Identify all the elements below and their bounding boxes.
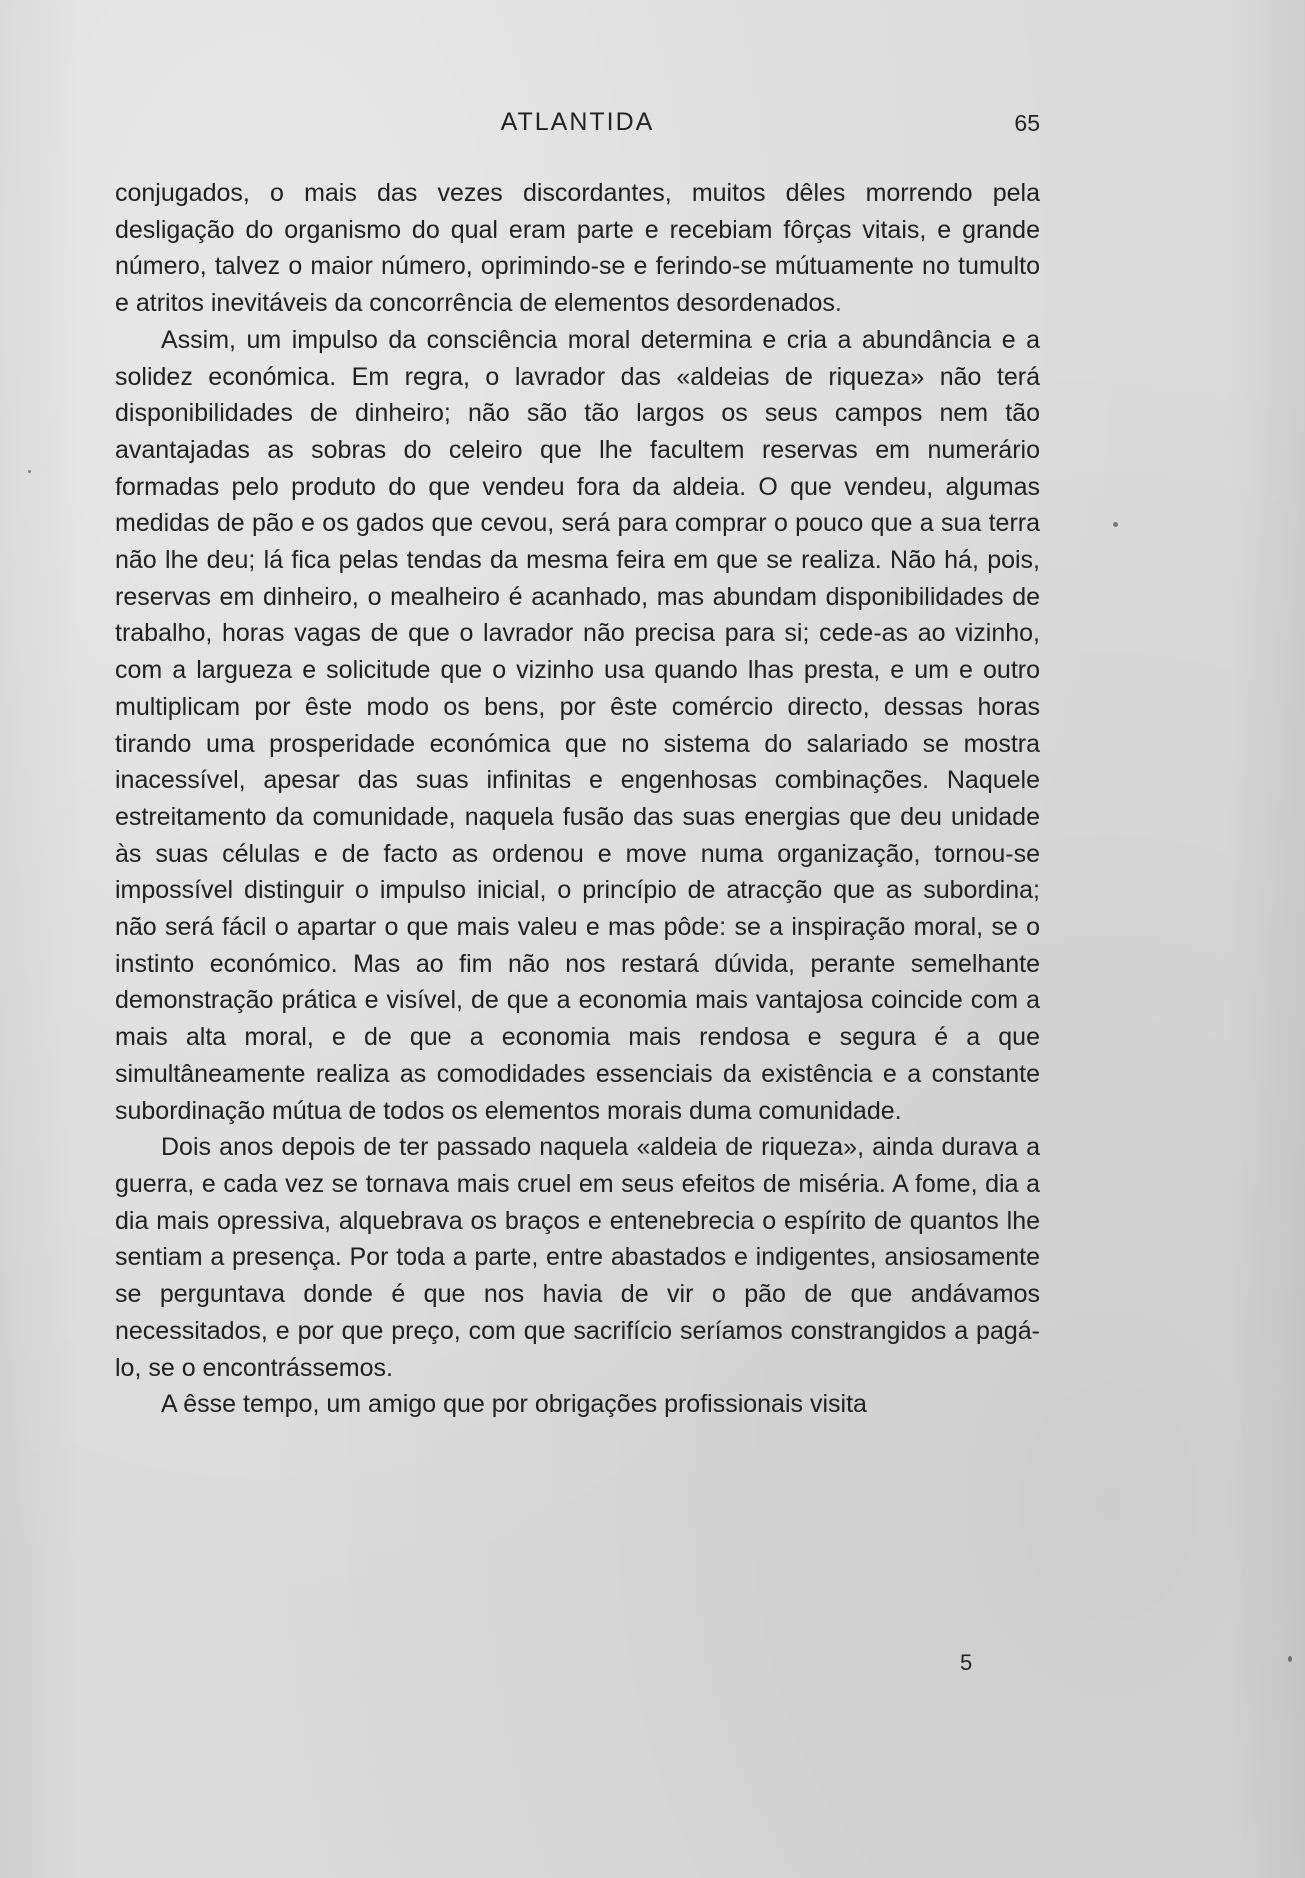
paragraph-friend-visit: A êsse tempo, um amigo que por obrigações profissionais visita [161, 1390, 867, 1419]
paper-speck [1113, 522, 1118, 527]
paragraph-continuation: conjugados, o mais das vezes discordantes, muitos dêles morrendo pela desligação do organismo do qual eram parte e recebiam fôrças vitais, e grande número, talvez o maior número, oprimindo-se e ferindo-se mútuamente no tumulto e atritos inevitáveis da concorrência de elementos desordenados. [115, 179, 1040, 318]
running-title: ATLANTIDA [500, 108, 655, 136]
paragraph-war-famine: Dois anos depois de ter passado naquela «aldeia de riqueza», ainda durava a guerra, e cada vez se tornava mais cruel em seus efeitos de miséria. A fome, dia a dia mais opressiva, alquebrava os braços e entenebrecia o espírito de quantos lhe sentiam a presença. Por toda a parte, entre abastados e indigentes, ansiosamente se perguntava donde é que nos havia de vir o pão de que andávamos necessitados, e por que preço, com que sacrifício seríamos constrangidos a pagá-lo, se o encontrássemos. [115, 1133, 1040, 1382]
running-head [115, 108, 1040, 148]
paragraph-moral-impulse: Assim, um impulso da consciência moral determina e cria a abundância e a solidez económica. Em regra, o lavrador das «aldeias de riqueza» não terá disponibilidades de dinheiro; não são tão largos os seus campos nem tão avantajadas as sobras do celeiro que lhe facultem reservas em numerário formadas pelo produto do que vendeu fora da aldeia. O que vendeu, algumas medidas de pão e os gados que cevou, será para comprar o pouco que a sua terra não lhe deu; lá fica pelas tendas da mesma feira em que se realiza. Não há, pois, reservas em dinheiro, o mealheiro é acanhado, mas abundam disponibilidades de trabalho, horas vagas de que o lavrador não precisa para si; cede-as ao vizinho, com a largueza e solicitude que o vizinho usa quando lhas presta, e um e outro multiplicam por êste modo os bens, por êste comércio directo, dessas horas tirando uma prosperidade económica que no sistema do salariado se mostra inacessível, apesar das suas infinitas e engenhosas combinações. Naquele estreitamento da comunidade, naquela fusão das suas energias que deu unidade às suas células e de facto as ordenou e move numa organização, tornou-se impossível distinguir o impulso inicial, o princípio de atracção que as subordina; não será fácil o apartar o que mais valeu e mas pôde: se a inspiração moral, se o instinto económico. Mas ao fim não nos restará dúvida, perante semelhante demonstração prática e visível, de que a economia mais vantajosa coincide com a mais alta moral, e de que a economia mais rendosa e segura é a que simultâneamente realiza as comodidades essenciais da existência e a constante subordinação mútua de todos os elementos morais duma comunidade. [115, 325, 1040, 1125]
signature-mark: 5 [960, 1650, 973, 1675]
body-text [115, 175, 1040, 1423]
paper-speck [28, 470, 31, 473]
page-number: 65 [1014, 110, 1040, 136]
paper-speck [1288, 1656, 1292, 1662]
